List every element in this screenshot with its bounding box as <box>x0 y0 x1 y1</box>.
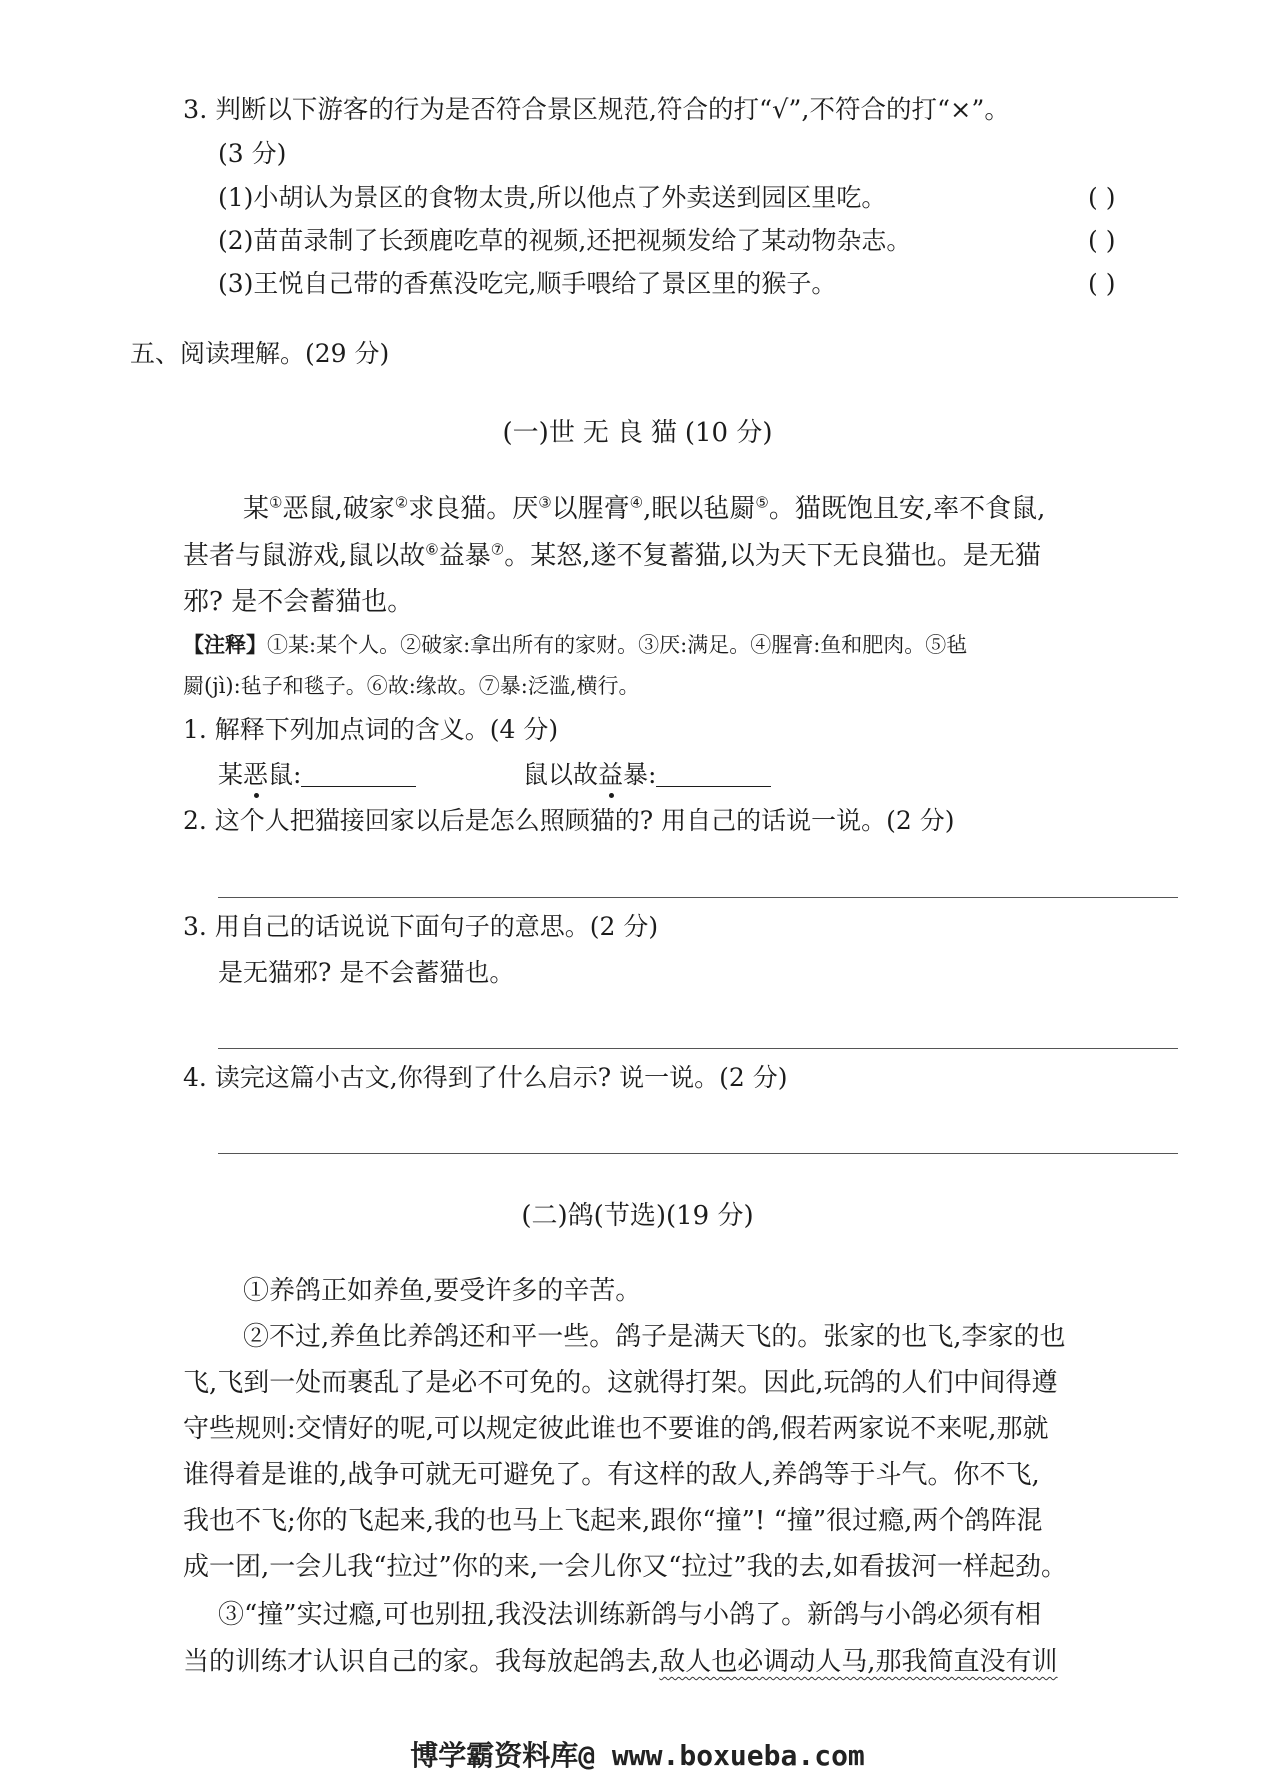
text-seg: 以腥膏 <box>551 494 630 524</box>
q3-item-1: (1)小胡认为景区的食物太贵,所以他点了外卖送到园区里吃。 <box>218 183 887 212</box>
text-seg: 某 <box>218 760 244 789</box>
passage-1-line-1 <box>243 492 1045 526</box>
q3-item-3: (3)王悦自己带的香蕉没吃完,顺手喂给了景区里的猴子。 <box>218 269 837 298</box>
passage-2-line-2: ②不过,养鱼比养鸽还和平一些。鸽子是满天飞的。张家的也飞,李家的也 <box>243 1322 1066 1352</box>
note-text: ①某:某个人。②破家:拿出所有的家财。③厌:满足。④腥膏:鱼和肥肉。⑤毡 <box>267 633 968 657</box>
passage-2-line-5: 谁得着是谁的,战争可就无可避免了。有这样的敌人,养鸽等于斗气。你不飞, <box>183 1460 1040 1490</box>
passage-2-line-8: ③“撞”实过瘾,可也别扭,我没法训练新鸽与小鸽了。新鸽与小鸽必须有相 <box>218 1600 1042 1630</box>
q3-answer-paren-1[interactable]: ( ) <box>1088 183 1116 212</box>
answer-line-q4[interactable] <box>218 1153 1178 1154</box>
footnote-mark-3: ③ <box>538 493 552 512</box>
passage-2-line-3: 飞,飞到一处而裹乱了是必不可免的。这就得打架。因此,玩鸽的人们中间得遵 <box>183 1368 1058 1398</box>
p1-question-2: 2. 这个人把猫接回家以后是怎么照顾猫的? 用自己的话说一说。(2 分) <box>183 806 955 835</box>
text-seg: 鼠以故 <box>523 760 599 789</box>
dotted-word: 益 <box>598 758 623 792</box>
answer-blank-a[interactable] <box>301 762 416 787</box>
q3-score: (3 分) <box>218 139 287 168</box>
text-seg: 恶鼠,破家 <box>282 494 395 524</box>
passage-2-line-4: 守些规则:交情好的呢,可以规定彼此谁也不要谁的鸽,假若两家说不来呢,那就 <box>183 1414 1049 1444</box>
p1-question-1: 1. 解释下列加点词的含义。(4 分) <box>183 715 559 744</box>
passage-1-note-line-2: 罽(jì):毡子和毯子。⑥故:缘故。⑦暴:泛滥,横行。 <box>183 674 640 698</box>
text-seg: ,眠以毡罽 <box>643 494 756 524</box>
note-label: 【注释】 <box>183 633 267 657</box>
section-5-title: 五、阅读理解。(29 分) <box>130 339 390 368</box>
passage-1-title-score: (10 分) <box>684 418 773 448</box>
passage-2-line-7: 成一团,一会儿我“拉过”你的来,一会儿你又“拉过”我的去,如看拔河一样起劲。 <box>183 1552 1067 1582</box>
text-seg: 当的训练才认识自己的家。我每放起鸽去, <box>183 1647 660 1677</box>
footnote-mark-2: ② <box>394 493 409 512</box>
footnote-mark-1: ① <box>269 493 283 512</box>
text-seg: 暴: <box>623 760 657 789</box>
text-seg: 甚者与鼠游戏,鼠以故 <box>183 541 426 571</box>
answer-blank-b[interactable] <box>656 762 771 787</box>
text-seg: 某 <box>243 494 270 524</box>
watermark-text: 博学霸资料库@ www.boxueba.com <box>410 1739 865 1772</box>
q3-answer-paren-2[interactable]: ( ) <box>1088 226 1116 255</box>
passage-2-line-1: ①养鸽正如养鱼,要受许多的辛苦。 <box>243 1276 642 1306</box>
passage-2-title: (二)鸽(节选)(19 分) <box>521 1201 754 1231</box>
passage-1-note-line-1 <box>183 630 967 660</box>
answer-line-q3[interactable] <box>218 1048 1178 1049</box>
passage-1-title-prefix: (一) <box>502 418 549 448</box>
text-seg: 求良猫。厌 <box>408 494 539 524</box>
p1-question-1-item-a <box>218 758 416 792</box>
passage-2-line-9 <box>183 1645 1058 1679</box>
text-seg: 益暴 <box>438 541 491 571</box>
passage-2-line-6: 我也不飞;你的飞起来,我的也马上飞起来,跟你“撞”! “撞”很过瘾,两个鸽阵混 <box>183 1506 1043 1536</box>
p1-question-4: 4. 读完这篇小古文,你得到了什么启示? 说一说。(2 分) <box>183 1063 788 1092</box>
wavy-underlined-text: 敌人也必调动人马,那我简直没有训 <box>659 1647 1058 1677</box>
p1-question-3-sentence: 是无猫邪? 是不会蓄猫也。 <box>218 958 515 987</box>
passage-1-title <box>0 415 1275 451</box>
passage-1-title-main: 世无良猫 <box>548 418 685 448</box>
footnote-mark-6: ⑥ <box>425 540 439 559</box>
q3-item-2: (2)苗苗录制了长颈鹿吃草的视频,还把视频发给了某动物杂志。 <box>218 226 912 255</box>
text-seg: 。某怒,遂不复蓄猫,以为天下无良猫也。是无猫 <box>504 541 1041 571</box>
text-seg: 鼠: <box>268 760 302 789</box>
q3-answer-paren-3[interactable]: ( ) <box>1088 269 1116 298</box>
dotted-word: 恶 <box>243 758 268 792</box>
footnote-mark-5: ⑤ <box>755 493 769 512</box>
p1-question-3: 3. 用自己的话说说下面句子的意思。(2 分) <box>183 912 659 941</box>
passage-1-line-3: 邪? 是不会蓄猫也。 <box>183 587 414 617</box>
passage-1-line-2 <box>183 539 1041 573</box>
q3-prompt: 3. 判断以下游客的行为是否符合景区规范,符合的打“√”,不符合的打“×”。 <box>183 95 1010 125</box>
footnote-mark-7: ⑦ <box>490 540 505 559</box>
text-seg: 。猫既饱且安,率不食鼠, <box>768 494 1046 524</box>
p1-question-1-item-b <box>523 758 771 792</box>
footnote-mark-4: ④ <box>629 493 644 512</box>
answer-line-q2[interactable] <box>218 897 1178 898</box>
